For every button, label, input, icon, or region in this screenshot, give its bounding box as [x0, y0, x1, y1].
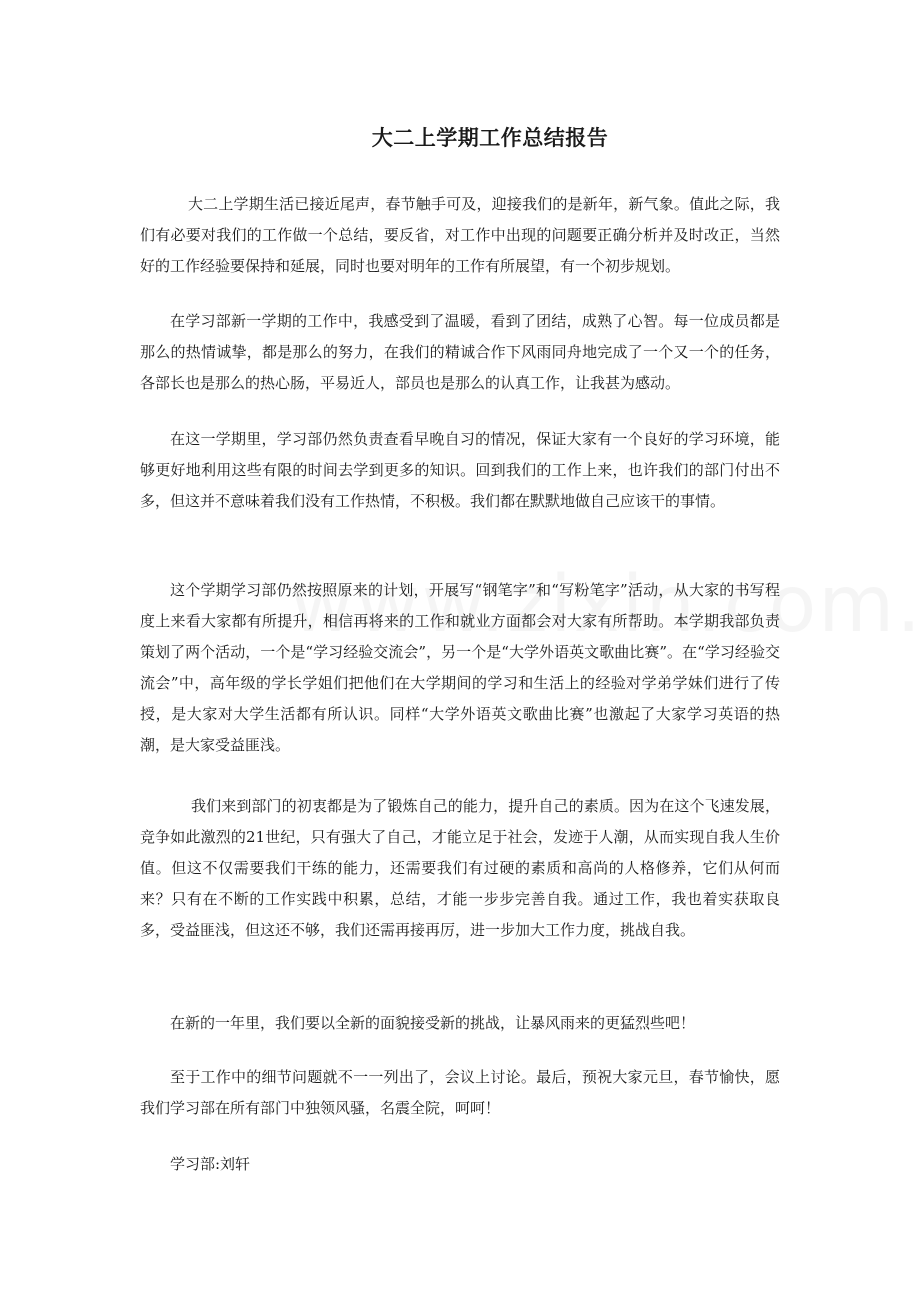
- paragraph-new-year: 在新的一年里，我们要以全新的面貌接受新的挑战，让暴风雨来的更猛烈些吧！: [170, 1014, 696, 1032]
- paragraph-closing: 至于工作中的细节问题就不一一列出了，会议上讨论。最后，预祝大家元旦，春节愉快，愿我们学习部在所有部门中独领风骚，名震全院，呵呵！: [140, 1068, 780, 1117]
- paragraph-purpose: 我们来到部门的初衷都是为了锻炼自己的能力，提升自己的素质。因为在这个飞速发展，竞争如此激烈的21世纪，只有强大了自己，才能立足于社会，发迹于人潮，从而实现自我人生价值。但这不仅需要我们干练的能力，还需要我们有过硬的素质和高尚的人格修养，它们从何而来？只有在不断的工作实践中积累，总结，才能一步步完善自我。通过工作，我也着实获取良多，受益匪浅，但这还不够，我们还需再接再厉，进一步加大工作力度，挑战自我。: [140, 797, 780, 939]
- paragraph-feelings: 在学习部新一学期的工作中，我感受到了温暖，看到了团结，成熟了心智。每一位成员都是那么的热情诚挚，都是那么的努力，在我们的精诚合作下风雨同舟地完成了一个又一个的任务，各部长也是那么的热心肠，平易近人，部员也是那么的认真工作，让我甚为感动。: [140, 312, 780, 392]
- paragraph-activities: 这个学期学习部仍然按照原来的计划，开展写“钢笔字”和“写粉笔字”活动，从大家的书写程度上来看大家都有所提升，相信再将来的工作和就业方面都会对大家有所帮助。本学期我部负责策划了两个活动，一个是“学习经验交流会”，另一个是“大学外语英文歌曲比赛”。在“学习经验交流会”中，高年级的学长学姐们把他们在大学期间的学习和生活上的经验对学弟学妹们进行了传授，是大家对大学生活都有所认识。同样“大学外语英文歌曲比赛”也激起了大家学习英语的热潮，是大家受益匪浅。: [140, 581, 780, 754]
- paragraph-duties: 在这一学期里，学习部仍然负责查看早晚自习的情况，保证大家有一个良好的学习环境，能够更好地利用这些有限的时间去学到更多的知识。回到我们的工作上来，也许我们的部门付出不多，但这并不意味着我们没有工作热情，不积极。我们都在默默地做自己应该干的事情。: [140, 430, 780, 510]
- signature: 学习部:刘轩: [170, 1155, 251, 1173]
- document-title: 大二上学期工作总结报告: [371, 126, 609, 150]
- paragraph-intro: 大二上学期生活已接近尾声，春节触手可及，迎接我们的是新年，新气象。值此之际，我们有必要对我们的工作做一个总结，要反省，对工作中出现的问题要正确分析并及时改正，当然好的工作经验要保持和延展，同时也要对明年的工作有所展望，有一个初步规划。: [140, 195, 780, 275]
